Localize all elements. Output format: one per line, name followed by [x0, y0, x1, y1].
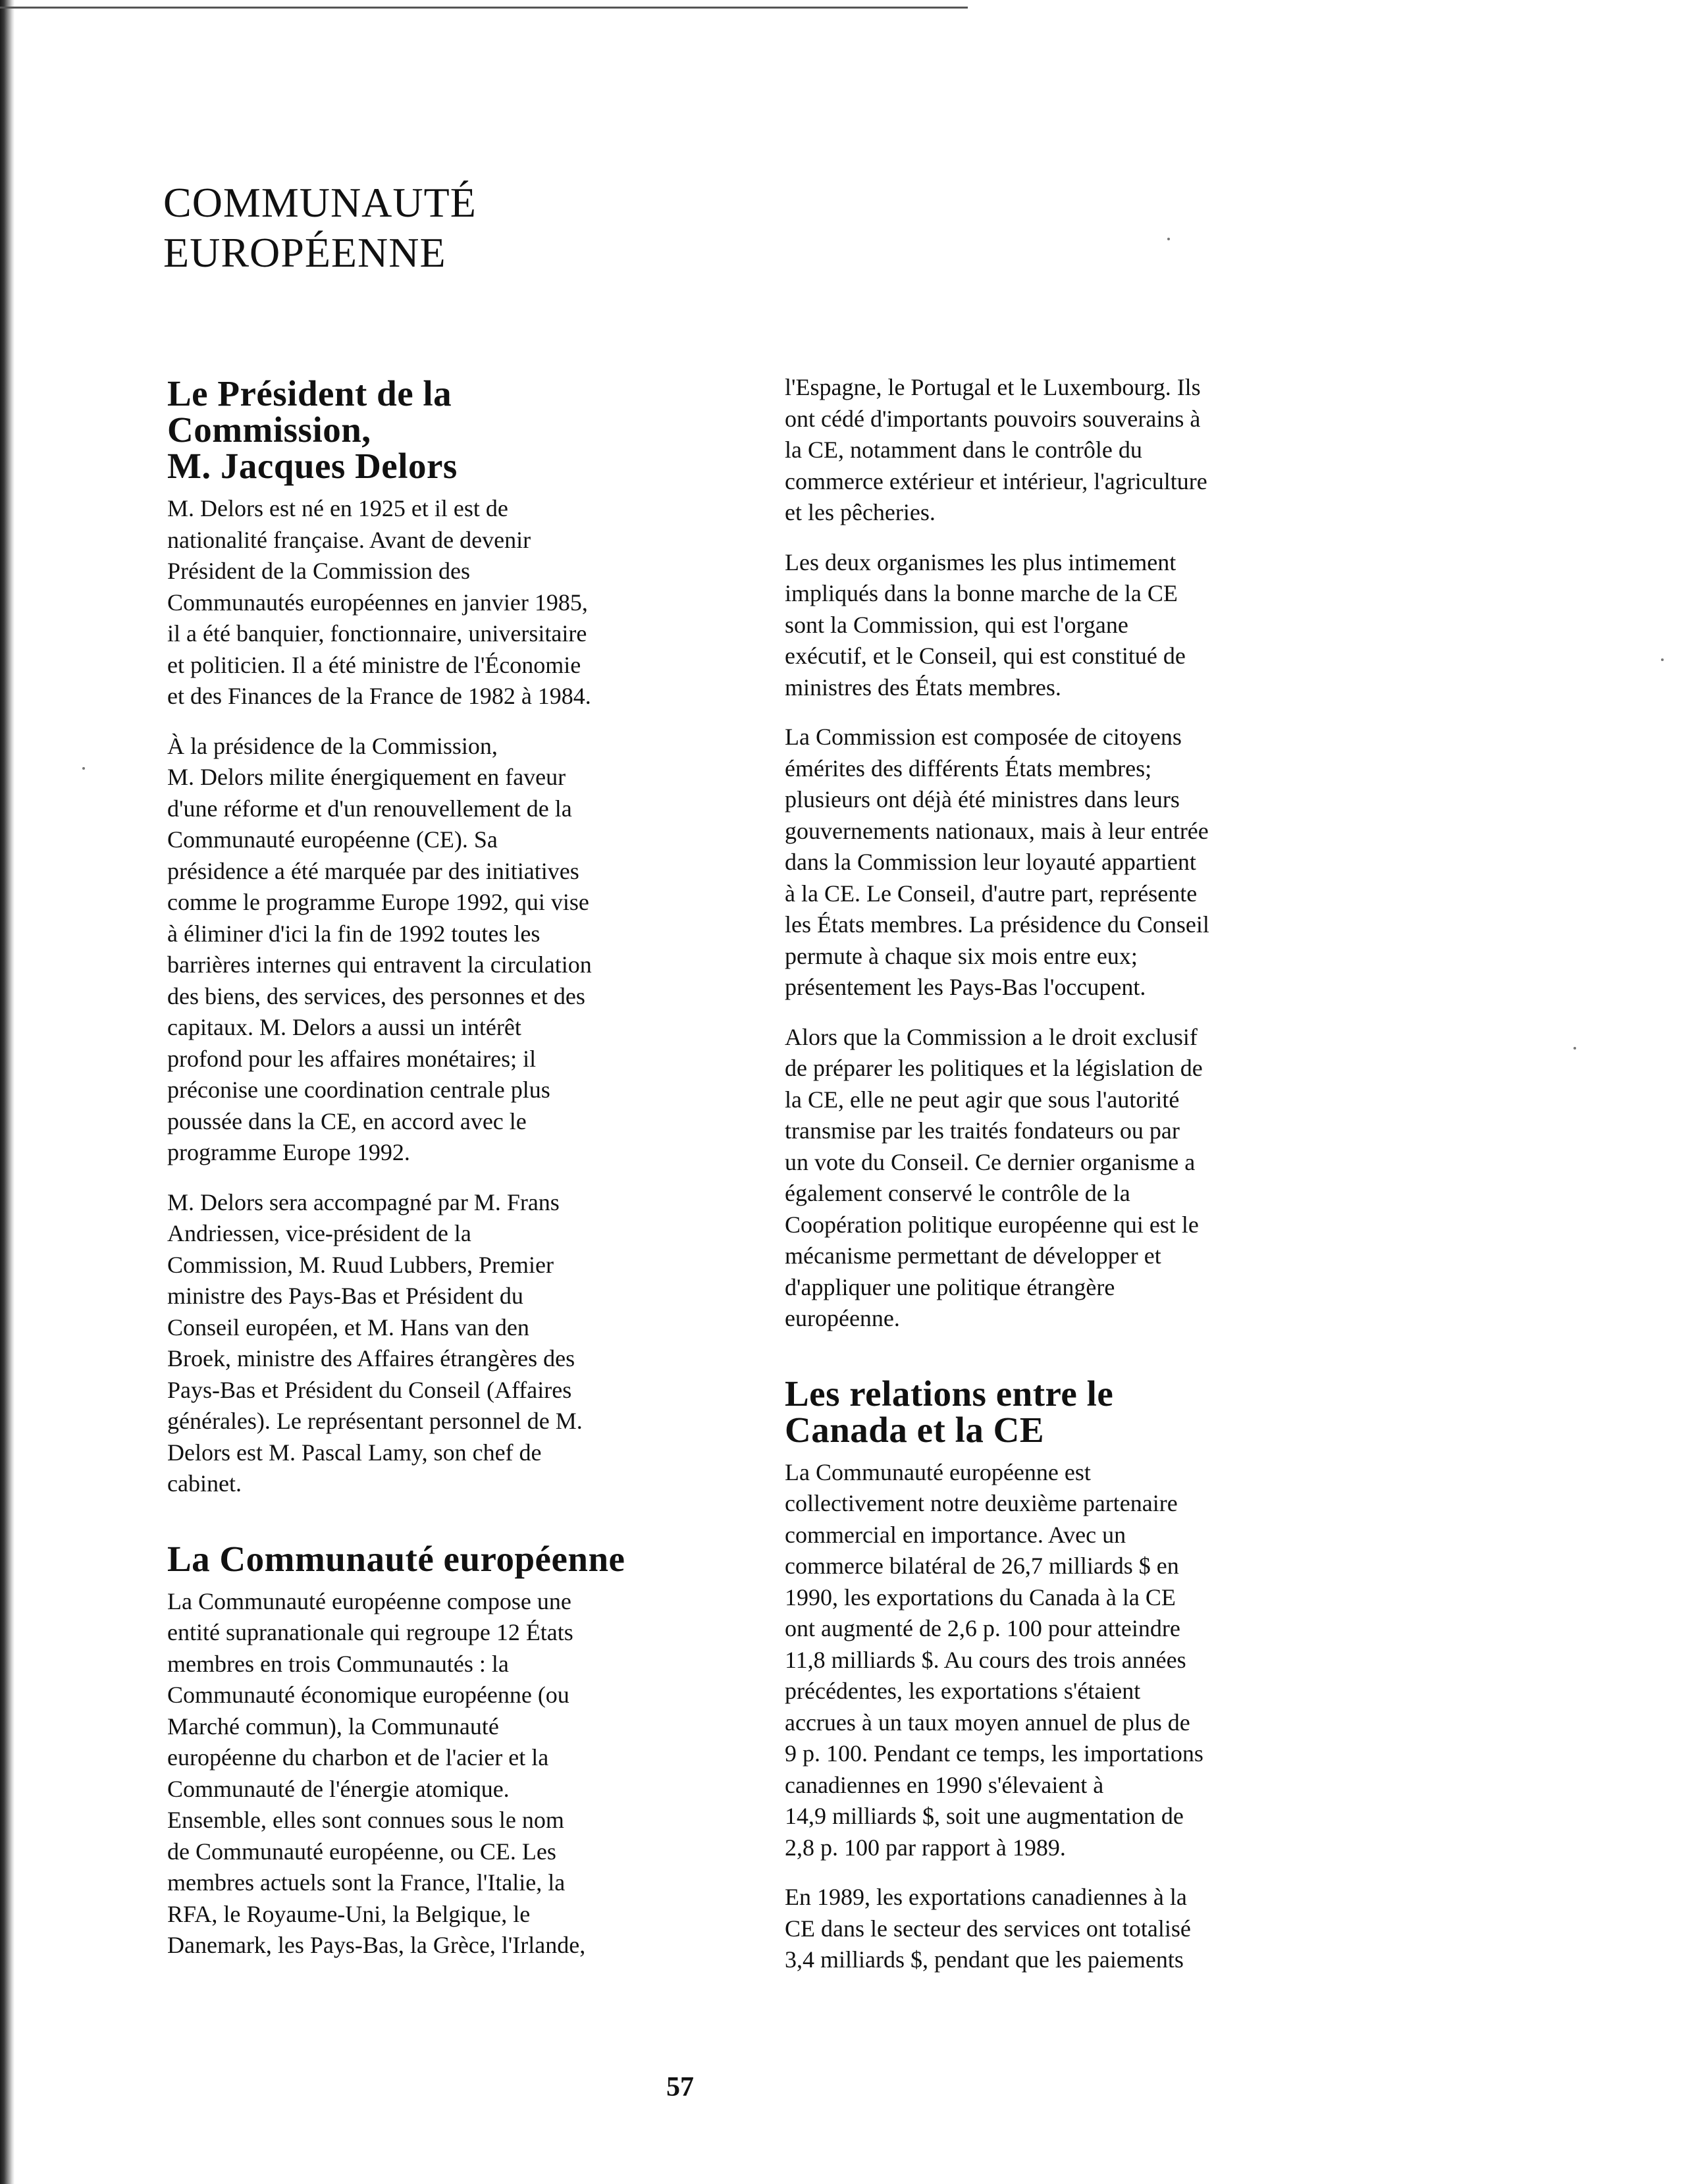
text-line: commerce extérieur et intérieur, l'agriculture: [785, 467, 1207, 494]
text-line: préconise une coordination centrale plus: [167, 1077, 550, 1103]
paragraph-trade: [785, 1457, 1311, 1864]
text-line: transmise par les traités fondateurs ou par: [785, 1117, 1180, 1144]
text-line: de Communauté européenne, ou CE. Les: [167, 1838, 556, 1865]
scan-binding-edge: [0, 0, 14, 2184]
text-line: présidence a été marquée par des initiatives: [167, 857, 579, 884]
text-line: barrières internes qui entravent la circulation: [167, 951, 592, 978]
text-line: les États membres. La présidence du Conseil: [785, 911, 1209, 938]
heading-president: [167, 375, 694, 484]
text-line: 2,8 p. 100 par rapport à 1989.: [785, 1834, 1066, 1861]
top-rule: [0, 7, 968, 9]
paragraph-delors-bio: [167, 493, 694, 712]
text-line: un vote du Conseil. Ce dernier organisme a: [785, 1148, 1196, 1175]
paragraph-delors-presidency: [167, 731, 694, 1169]
text-line: Delors est M. Pascal Lamy, son chef de: [167, 1439, 542, 1466]
text-line: précédentes, les exportations s'étaient: [785, 1678, 1141, 1704]
text-line: Coopération politique européenne qui est le: [785, 1211, 1199, 1238]
text-line: entité supranationale qui regroupe 12 États: [167, 1619, 573, 1645]
text-line: collectivement notre deuxième partenaire: [785, 1490, 1178, 1516]
text-line: membres en trois Communautés : la: [167, 1650, 509, 1677]
text-line: cabinet.: [167, 1470, 242, 1497]
text-line: 11,8 milliards $. Au cours des trois années: [785, 1646, 1186, 1673]
text-line: La Communauté européenne compose une: [167, 1587, 571, 1614]
text-line: canadiennes en 1990 s'élevaient à: [785, 1771, 1104, 1798]
text-line: exécutif, et le Conseil, qui est constitué de: [785, 643, 1186, 669]
text-line: M. Delors est né en 1925 et il est de: [167, 495, 508, 521]
text-line: à la CE. Le Conseil, d'autre part, représente: [785, 880, 1198, 907]
paragraph-conseil: [785, 1022, 1311, 1335]
text-line: européenne.: [785, 1305, 900, 1331]
scan-speck: [1167, 238, 1170, 240]
text-line: l'Espagne, le Portugal et le Luxembourg. Ils: [785, 374, 1201, 400]
text-line: Communauté européenne (CE). Sa: [167, 826, 498, 853]
scan-speck: [82, 767, 85, 770]
text-line: La Commission est composée de citoyens: [785, 724, 1182, 750]
right-column: [785, 372, 1311, 1994]
text-line: permute à chaque six mois entre eux;: [785, 942, 1138, 969]
text-line: 1990, les exportations du Canada à la CE: [785, 1584, 1176, 1611]
text-line: Alors que la Commission a le droit exclusif: [785, 1023, 1198, 1050]
text-line: M. Jacques Delors: [167, 446, 458, 486]
text-line: poussée dans la CE, en accord avec le: [167, 1107, 527, 1134]
paragraph-commission: [785, 722, 1311, 1003]
scan-speck: [1661, 658, 1664, 661]
text-line: ministre des Pays-Bas et Président du: [167, 1283, 523, 1309]
text-line: 3,4 milliards $, pendant que les paiements: [785, 1946, 1184, 1973]
paragraph-communaute: [167, 1586, 694, 1961]
left-column: [167, 375, 694, 1980]
text-line: et politicien. Il a été ministre de l'Économie: [167, 651, 581, 678]
text-line: commerce bilatéral de 26,7 milliards $ en: [785, 1553, 1179, 1579]
text-line: Marché commun), la Communauté: [167, 1713, 499, 1740]
text-line: La Communauté européenne: [167, 1538, 625, 1579]
text-line: des biens, des services, des personnes et des: [167, 982, 585, 1009]
text-line: dans la Commission leur loyauté appartient: [785, 849, 1196, 875]
text-line: Pays-Bas et Président du Conseil (Affaires: [167, 1376, 572, 1403]
text-line: En 1989, les exportations canadiennes à la: [785, 1884, 1187, 1910]
paragraph-members-cont: [785, 372, 1311, 529]
text-line: membres actuels sont la France, l'Italie, la: [167, 1869, 566, 1896]
text-line: RFA, le Royaume-Uni, la Belgique, le: [167, 1900, 531, 1927]
text-line: Les relations entre le: [785, 1373, 1114, 1414]
text-line: européenne du charbon et de l'acier et la: [167, 1744, 549, 1771]
text-line: Conseil européen, et M. Hans van den: [167, 1314, 529, 1341]
text-line: ministres des États membres.: [785, 674, 1061, 701]
text-line: CE dans le secteur des services ont totalisé: [785, 1915, 1191, 1942]
text-line: Président de la Commission des: [167, 558, 470, 584]
text-line: Danemark, les Pays-Bas, la Grèce, l'Irlande,: [167, 1932, 586, 1958]
text-line: il a été banquier, fonctionnaire, universitaire: [167, 620, 587, 647]
text-line: programme Europe 1992.: [167, 1139, 410, 1165]
text-line: À la présidence de la Commission,: [167, 732, 498, 759]
text-line: Les deux organismes les plus intimement: [785, 548, 1176, 575]
page-title: [163, 178, 477, 278]
page-number: 57: [666, 2072, 694, 2102]
text-line: à éliminer d'ici la fin de 1992 toutes les: [167, 920, 541, 947]
text-line: plusieurs ont déjà été ministres dans leurs: [785, 786, 1180, 812]
text-line: capitaux. M. Delors a aussi un intérêt: [167, 1014, 521, 1040]
text-line: profond pour les affaires monétaires; il: [167, 1045, 537, 1072]
text-line: ont augmenté de 2,6 p. 100 pour atteindre: [785, 1615, 1180, 1641]
text-line: Broek, ministre des Affaires étrangères des: [167, 1345, 575, 1372]
text-line: Communautés européennes en janvier 1985,: [167, 589, 588, 616]
text-line: Commission, M. Ruud Lubbers, Premier: [167, 1251, 554, 1278]
text-line: de préparer les politiques et la législation de: [785, 1055, 1203, 1081]
text-line: Canada et la CE: [785, 1409, 1045, 1450]
text-line: accrues à un taux moyen annuel de plus de: [785, 1709, 1190, 1736]
text-line: d'appliquer une politique étrangère: [785, 1273, 1115, 1300]
text-line: COMMUNAUTÉ: [163, 179, 477, 226]
text-line: M. Delors milite énergiquement en faveur: [167, 764, 566, 790]
text-line: la CE, elle ne peut agir que sous l'autorité: [785, 1086, 1180, 1113]
text-line: 14,9 milliards $, soit une augmentation de: [785, 1803, 1184, 1829]
text-line: 9 p. 100. Pendant ce temps, les importations: [785, 1740, 1203, 1767]
paragraph-delegation: [167, 1187, 694, 1500]
text-line: mécanisme permettant de développer et: [785, 1242, 1161, 1269]
text-line: et les pêcheries.: [785, 499, 936, 525]
text-line: commercial en importance. Avec un: [785, 1521, 1126, 1548]
text-line: et des Finances de la France de 1982 à 1984.: [167, 683, 591, 709]
text-line: Ensemble, elles sont connues sous le nom: [167, 1807, 564, 1833]
text-line: également conservé le contrôle de la: [785, 1180, 1130, 1206]
text-line: EUROPÉENNE: [163, 229, 446, 276]
text-line: impliqués dans la bonne marche de la CE: [785, 580, 1178, 606]
text-line: ont cédé d'importants pouvoirs souverains à: [785, 405, 1201, 432]
text-line: présentement les Pays-Bas l'occupent.: [785, 974, 1146, 1000]
text-line: M. Delors sera accompagné par M. Frans: [167, 1188, 560, 1215]
text-line: générales). Le représentant personnel de M.: [167, 1408, 583, 1434]
text-line: gouvernements nationaux, mais à leur entrée: [785, 817, 1209, 844]
text-line: nationalité française. Avant de devenir: [167, 526, 531, 553]
text-line: Commission,: [167, 410, 371, 450]
text-line: la CE, notamment dans le contrôle du: [785, 437, 1142, 463]
heading-relations: [785, 1375, 1311, 1448]
text-line: Communauté économique européenne (ou: [167, 1682, 569, 1708]
text-line: comme le programme Europe 1992, qui vise: [167, 889, 589, 915]
text-line: sont la Commission, qui est l'organe: [785, 611, 1128, 638]
text-line: émérites des différents États membres;: [785, 755, 1152, 782]
paragraph-services: [785, 1882, 1311, 1976]
paragraph-organismes: [785, 547, 1311, 704]
heading-communaute: [167, 1538, 694, 1579]
text-line: Le Président de la: [167, 373, 452, 413]
text-line: Communauté de l'énergie atomique.: [167, 1775, 510, 1802]
text-line: Andriessen, vice-président de la: [167, 1220, 471, 1246]
text-line: d'une réforme et d'un renouvellement de la: [167, 795, 572, 822]
text-line: La Communauté européenne est: [785, 1458, 1091, 1485]
scan-speck: [1573, 1047, 1576, 1050]
